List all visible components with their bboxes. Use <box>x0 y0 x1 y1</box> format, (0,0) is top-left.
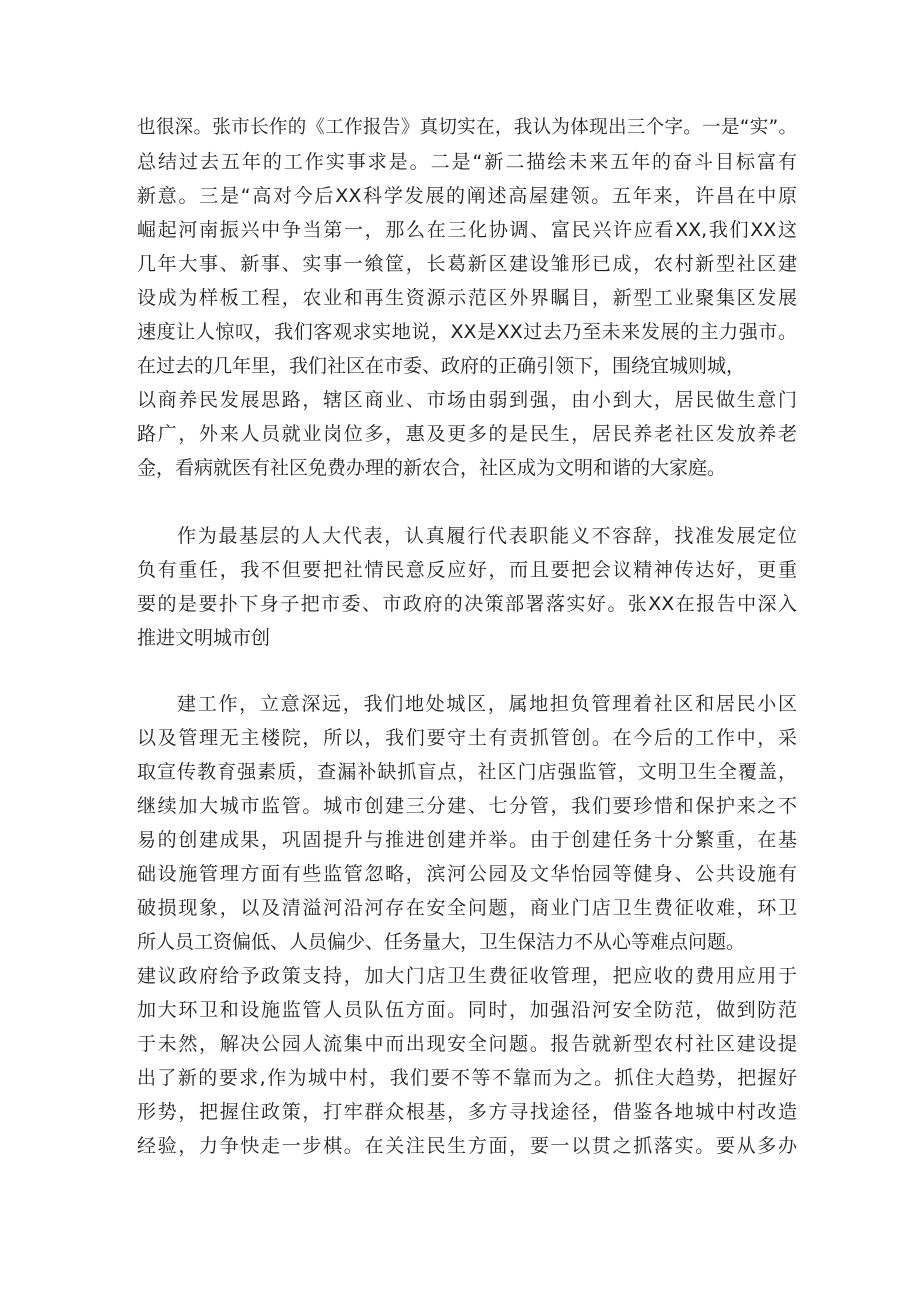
paragraph-1-line-1: 也很深。张市长作的《工作报告》真切实在，我认为体现出三个字。一是“实”。 <box>137 117 797 138</box>
paragraph-1-line-6: 设成为样板工程，农业和再生资源示范区外界瞩目，新型工业聚集区发展 <box>137 287 797 309</box>
paragraph-3-line-11: 于未然，解决公园人流集中而出现安全问题。报告就新型农村社区建设提 <box>137 1033 797 1055</box>
paragraph-3-line-6: 础设施管理方面有些监管忽略，滨河公园及文华怡园等健身、公共设施有 <box>137 863 797 885</box>
paragraph-3-line-14: 经验，力争快走一步棋。在关注民生方面，要一以贯之抓落实。要从多办 <box>137 1135 797 1157</box>
paragraph-3-line-9: 建议政府给予政策支持，加大门店卫生费征收管理，把应收的费用应用于 <box>137 965 797 987</box>
paragraph-3-line-10: 加大环卫和设施监管人员队伍方面。同时，加强沿河安全防范，做到防范 <box>137 999 797 1021</box>
paragraph-1-line-7: 速度让人惊叹，我们客观求实地说，XX是XX过去乃至未来发展的主力强市。 <box>137 321 797 343</box>
paragraph-3-line-3: 取宣传教育强素质，查漏补缺抓盲点，社区门店强监管，文明卫生全覆盖， <box>137 761 797 783</box>
paragraph-1-line-10: 路广，外来人员就业岗位多，惠及更多的是民生，居民养老社区发放养老 <box>137 423 797 445</box>
paragraph-3-line-13: 形势，把握住政策，打牢群众根基，多方寻找途径，借鉴各地城中村改造 <box>137 1101 797 1123</box>
paragraph-3-line-4: 继续加大城市监管。城市创建三分建、七分管，我们要珍惜和保护来之不 <box>137 795 797 817</box>
paragraph-3-line-8: 所人员工资偏低、人员偏少、任务量大，卫生保洁力不从心等难点问题。 <box>137 931 746 953</box>
paragraph-3-line-1: 建工作，立意深远，我们地处城区，属地担负管理着社区和居民小区 <box>177 693 797 715</box>
paragraph-2-line-4: 推进文明城市创 <box>137 627 271 649</box>
paragraph-1-line-4: 崛起河南振兴中争当第一，那么在三化协调、富民兴许应看XX,我们XX这 <box>137 219 797 241</box>
paragraph-1-line-11: 金，看病就医有社区免费办理的新农合，社区成为文明和谐的大家庭。 <box>137 457 727 479</box>
paragraph-1-line-3: 新意。三是“高对今后XX科学发展的阐述高屋建领。五年来，许昌在中原 <box>137 185 797 207</box>
paragraph-1-line-8: 在过去的几年里，我们社区在市委、政府的正确引领下，围绕宜城则城， <box>137 355 746 377</box>
paragraph-1-line-2: 总结过去五年的工作实事求是。二是“新二描绘未来五年的奋斗目标富有 <box>137 151 797 173</box>
paragraph-3-line-2: 以及管理无主楼院，所以，我们要守土有责抓管创。在今后的工作中，采 <box>137 727 797 749</box>
paragraph-2-line-2: 负有重任，我不但要把社情民意反应好，而且要把会议精神传达好，更重 <box>137 559 797 581</box>
paragraph-1-line-5: 几年大事、新事、实事一飨筐，长葛新区建设雏形已成，农村新型社区建 <box>137 253 797 275</box>
paragraph-1-line-9: 以商养民发展思路，辖区商业、市场由弱到强，由小到大，居民做生意门 <box>137 389 797 411</box>
paragraph-3-line-12: 出了新的要求,作为城中村，我们要不等不靠而为之。抓住大趋势，把握好 <box>137 1067 797 1089</box>
paragraph-3-line-5: 易的创建成果，巩固提升与推进创建并举。由于创建任务十分繁重，在基 <box>137 829 797 851</box>
paragraph-2-line-1: 作为最基层的人大代表，认真履行代表职能义不容辞，找准发展定位 <box>177 525 797 547</box>
paragraph-3-line-7: 破损现象，以及清溢河沿河存在安全问题，商业门店卫生费征收难，环卫 <box>137 897 797 919</box>
paragraph-2-line-3: 要的是要扑下身子把市委、市政府的决策部署落实好。张XX在报告中深入 <box>137 593 797 615</box>
